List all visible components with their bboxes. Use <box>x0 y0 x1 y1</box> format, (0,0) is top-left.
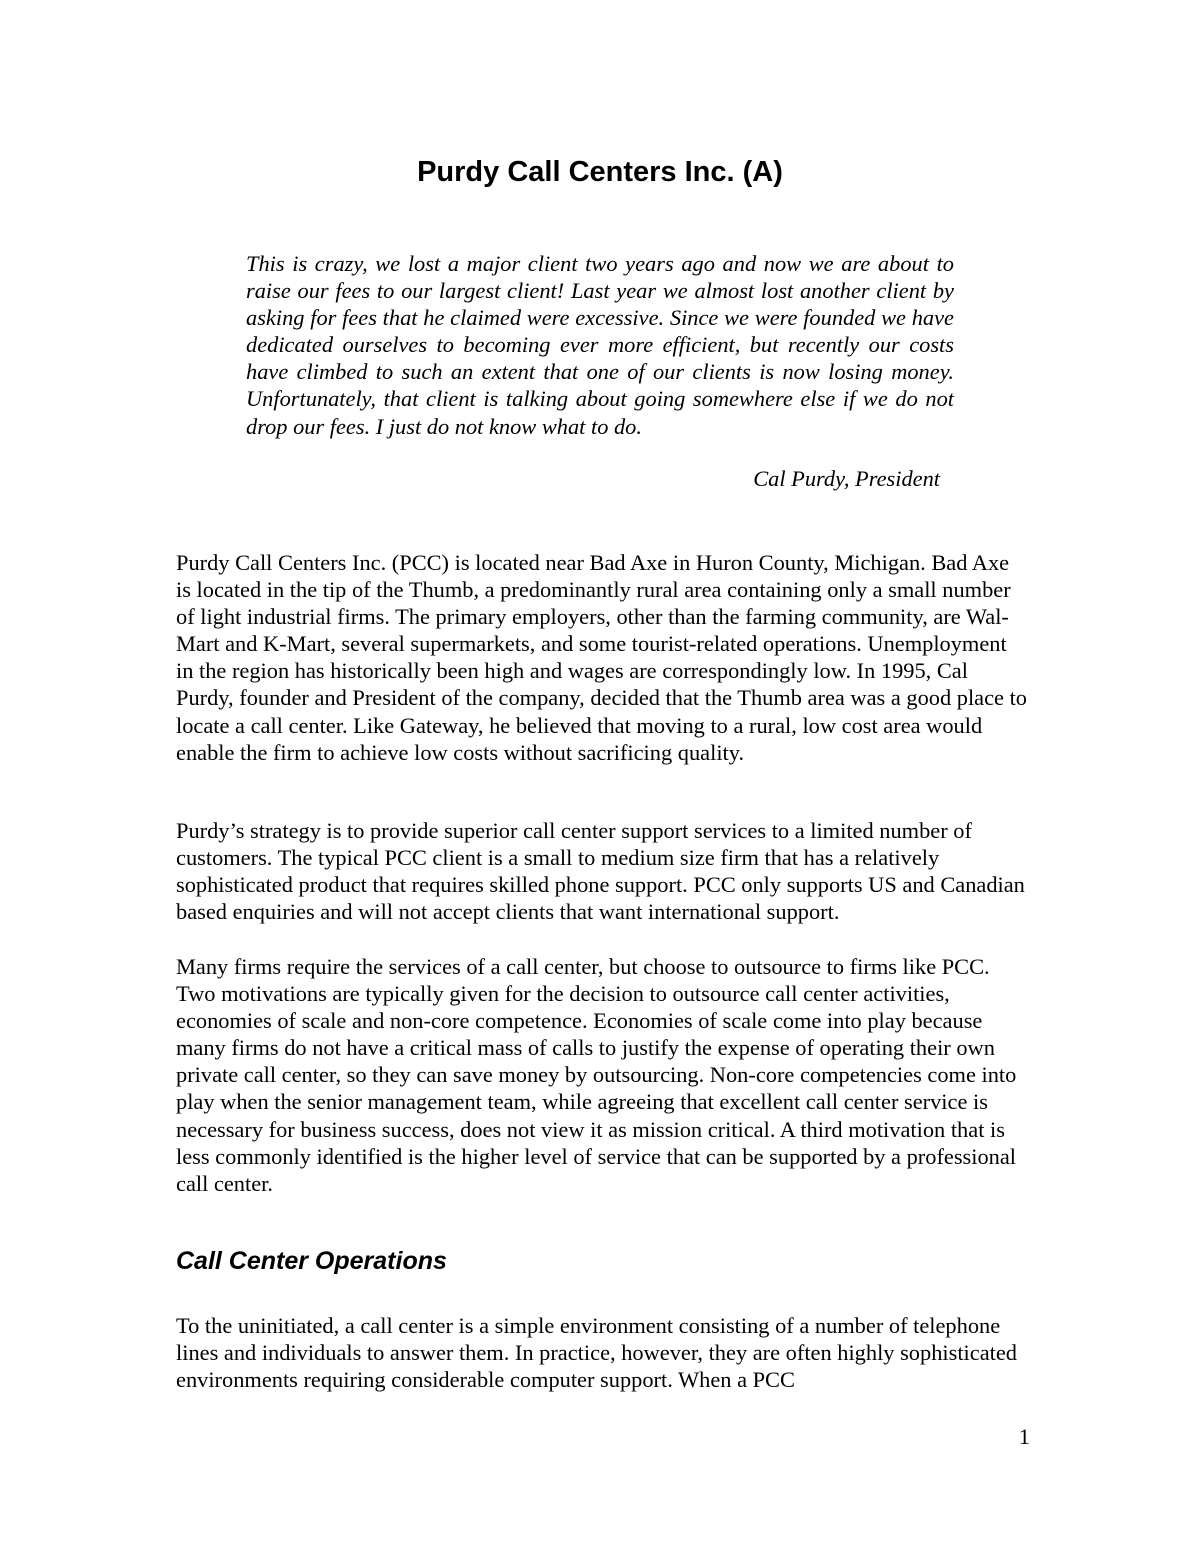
document-title: Purdy Call Centers Inc. (A) <box>417 156 783 188</box>
opening-quote: This is crazy, we lost a major client two years ago and now we are about to raise our fees to our largest client! Last year we almost lost another client by asking for fees that he claimed were excessive. Since we were founded we have dedicated ourselves to becoming ever more efficient, but recently our costs have climbed to such an extent that one of our clients is now losing money. Unfortunately, that client is talking about going somewhere else if we do not drop our fees. I just do not know what to do. <box>246 251 954 439</box>
body-paragraph-strategy: Purdy’s strategy is to provide superior call center support services to a limited number of customers. The typical PCC client is a small to medium size firm that has a relatively sophisticated product that requires skilled phone support. PCC only supports US and Canadian based enquiries and will not accept clients that want international support. <box>176 818 1025 925</box>
body-paragraph-location: Purdy Call Centers Inc. (PCC) is located near Bad Axe in Huron County, Michigan. Bad Axe is located in the tip of the Thumb, a predominantly rural area containing only a small number of light industrial firms. The primary employers, other than the farming community, are Wal-Mart and K-Mart, several supermarkets, and some tourist-related operations. Unemployment in the region has historically been high and wages are correspondingly low. In 1995, Cal Purdy, founder and President of the company, decided that the Thumb area was a good place to locate a call center. Like Gateway, he believed that moving to a rural, low cost area would enable the firm to achieve low costs without sacrificing quality. <box>176 550 1027 765</box>
body-paragraph-operations: To the uninitiated, a call center is a simple environment consisting of a number of telephone lines and individuals to answer them. In practice, however, they are often highly sophisticated environments requiring considerable computer support. When a PCC <box>176 1313 1017 1393</box>
quote-attribution: Cal Purdy, President <box>753 466 940 491</box>
page-number: 1 <box>1018 1424 1030 1449</box>
body-paragraph-outsourcing: Many firms require the services of a call center, but choose to outsource to firms like PCC. Two motivations are typically given for the decision to outsource call center activities, economies of scale and non-core competence. Economies of scale come into play because many firms do not have a critical mass of calls to justify the expense of operating their own private call center, so they can save money by outsourcing. Non-core competencies come into play when the senior management team, while agreeing that excellent call center service is necessary for business success, does not view it as mission critical. A third motivation that is less commonly identified is the higher level of service that can be supported by a professional call center. <box>176 954 1017 1196</box>
section-heading-call-center-operations: Call Center Operations <box>176 1247 447 1275</box>
